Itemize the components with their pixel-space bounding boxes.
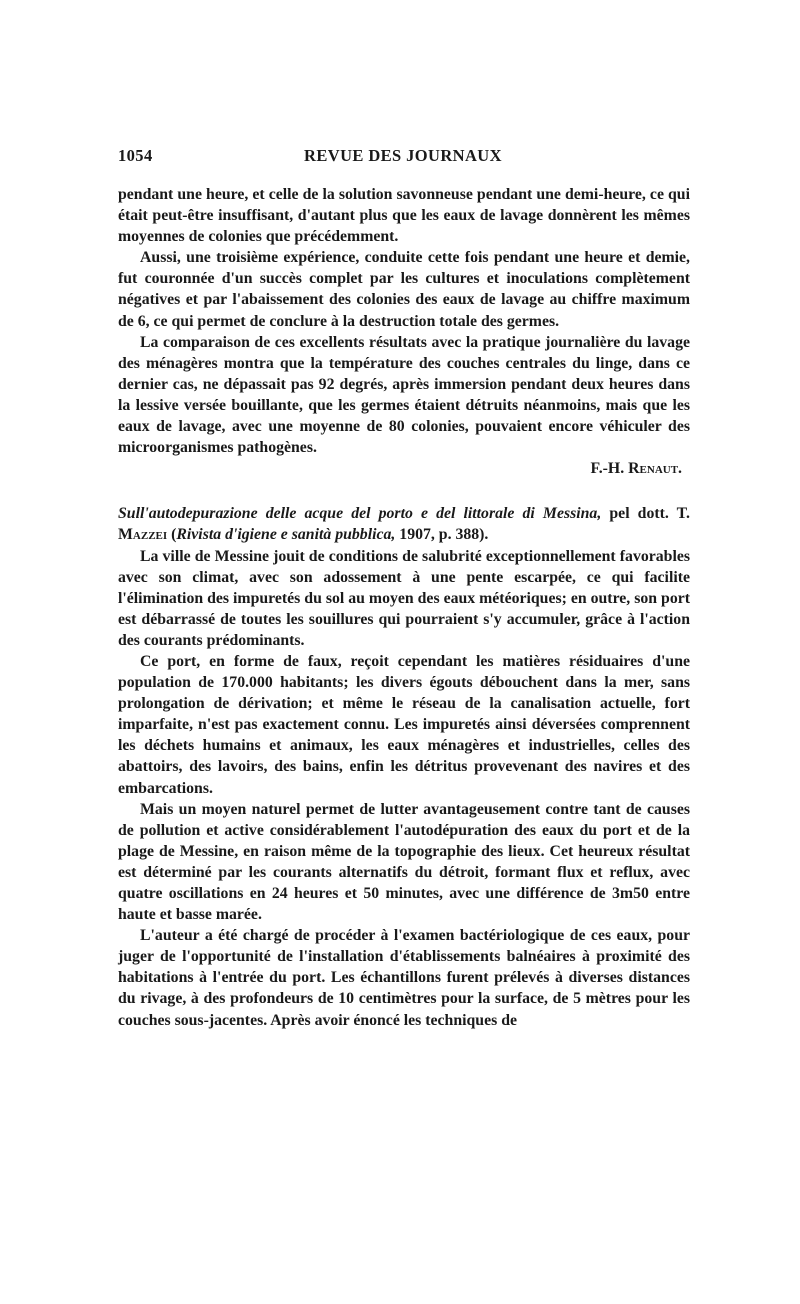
- paragraph: La ville de Messine jouit de conditions de salubrité exceptionnellement favorables avec son climat, avec son adossement à une pente escarpée, ce qui facilite l'élimination des impuretés du sol au moyen des eaux météoriques; en outre, son port est débarrassé de toutes les souillures qui pourraient s'y accumuler, grâce à l'action des courants prédominants.: [118, 547, 690, 649]
- paragraph: Ce port, en forme de faux, reçoit cependant les matières résiduaires d'une population de 170.000 habitants; les divers égouts débouchent dans la mer, sans prolongation de dérivation; et même le réseau de la canalisation actuelle, fort imparfaite, n'est pas exactement connu. Les impuretés ainsi déversées comprennent les déchets humains et animaux, les eaux ménagères et industrielles, celles des abattoirs, des lavoirs, des bains, enfin les détritus provevenant des navires et des embarcations.: [118, 652, 690, 797]
- page-number: 1054: [118, 146, 153, 165]
- running-title: REVUE DES JOURNAUX: [304, 146, 502, 165]
- signature-initials: F.-H.: [590, 460, 625, 478]
- paragraph-continuation: pendant une heure, et celle de la solution savonneuse pendant une demi-heure, ce qui était peut-être insuffisant, d'autant plus que les eaux de lavage donnèrent les mêmes moyennes de colonies que précédemment.: [118, 186, 690, 246]
- article-body: [118, 184, 690, 1031]
- paragraph: Aussi, une troisième expérience, conduite cette fois pendant une heure et demie, fut couronnée d'un succès complet par les cultures et inoculations complètement négatives et par l'abaissement des colonies des eaux de lavage au chiffre maximum de 6, ce qui permet de conclure à la destruction totale des germes.: [118, 249, 690, 330]
- article-reference: Sull'autodepurazione delle acque del porto e del littorale di Messina, pel dott. T. Mazzei (Rivista d'igiene e sanità pubblica, 1907, p. 388).: [118, 505, 690, 544]
- paragraph: La comparaison de ces excellents résultats avec la pratique journalière du lavage des ménagères montra que la température des couches centrales du linge, dans ce dernier cas, ne dépassait pas 92 degrés, après immersion pendant deux heures dans la lessive versée bouillante, que les germes étaient détruits néanmoins, mais que les eaux de lavage, avec une moyenne de 80 colonies, pouvaient encore véhiculer des microorganismes pathogènes.: [118, 333, 690, 457]
- reference-journal: Rivista d'igiene e sanità pubblica,: [176, 526, 396, 544]
- reference-title: Sull'autodepurazione delle acque del porto e del littorale di Messina,: [118, 505, 602, 523]
- page-header: [118, 146, 688, 170]
- author-signature: [118, 458, 690, 479]
- signature-surname: Renaut.: [628, 460, 682, 478]
- paragraph: L'auteur a été chargé de procéder à l'examen bactériologique de ces eaux, pour juger de l'opportunité de l'installation d'établissements balnéaires à proximité des habitations à l'entrée du port. Les échantillons furent prélevés à diverses distances du rivage, à des profondeurs de 10 centimètres pour la surface, de 5 mètres pour les couches sous-jacentes. Après avoir énoncé les techniques de: [118, 927, 690, 1029]
- reference-author: Mazzei: [118, 526, 168, 544]
- paragraph: Mais un moyen naturel permet de lutter avantageusement contre tant de causes de pollution et active considérablement l'autodépuration des eaux du port et de la plage de Messine, en raison même de la topographie des lieux. Cet heureux résultat est déterminé par les courants alternatifs du détroit, formant flux et reflux, avec quatre oscillations en 24 heures et 50 minutes, avec une différence de 3m50 entre haute et basse marée.: [118, 800, 690, 924]
- reference-details: 1907, p. 388).: [399, 526, 489, 544]
- reference-by: pel dott. T.: [609, 505, 690, 523]
